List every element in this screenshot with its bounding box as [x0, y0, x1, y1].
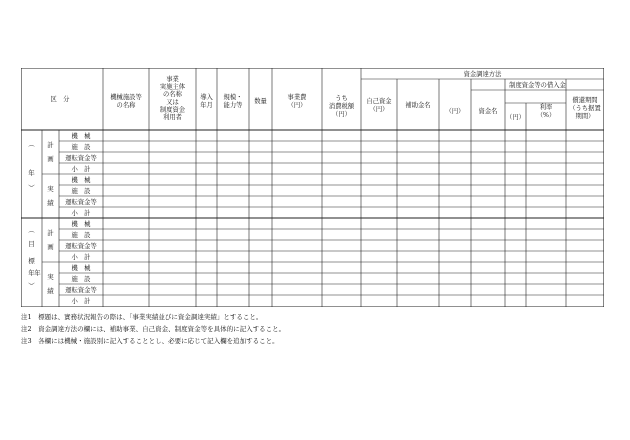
- notes: [21, 311, 621, 347]
- period-1-label-4: ︶: [28, 282, 35, 290]
- period-1-label-3: 年: [28, 269, 35, 277]
- group-1-0-char-0: 計: [47, 229, 54, 237]
- header-shohizei-line-2: （円）: [332, 111, 351, 118]
- header-shikin-mei: 資金名: [478, 108, 498, 115]
- row-label-1-0-0: 機 械: [71, 221, 91, 228]
- row-label-1-1-0: 機 械: [71, 265, 91, 272]
- group-1-1-char-0: 実: [47, 273, 54, 281]
- header-jigyo-shutai-line-2: の名称: [163, 91, 182, 99]
- group-0-1-char-1: 績: [47, 199, 54, 207]
- period-1-label-0: ︵: [28, 226, 35, 234]
- header-jigyohi-line-0: 事業費: [287, 94, 307, 101]
- note-2: 注2 資金調達方法の欄には、補助事業、自己資金、制度資金等を具体的に記入すること。: [21, 325, 286, 333]
- row-label-1-0-2: 運転資金等: [65, 243, 97, 250]
- header-jiko-line-0: 自己資金: [366, 98, 392, 105]
- header-en: （円）: [445, 108, 465, 115]
- header-shikin-chotatsu: 資金調達方法: [463, 71, 502, 78]
- header-kubun: 区 分: [50, 96, 70, 103]
- header-jigyo-shutai-line-5: 利用者: [163, 114, 182, 121]
- row-label-0-0-0: 機 械: [71, 133, 91, 140]
- note-1: 注1 標題は、實務状況報告の際は、「事業実績並びに資金調達実績」とすること。: [21, 313, 263, 321]
- row-label-0-0-1: 施 設: [71, 144, 91, 151]
- header-seido: 制度資金等の借入金: [509, 82, 566, 89]
- header-shokan-line-2: 期間）: [575, 113, 595, 120]
- header-shokan-line-0: 償還期間: [572, 97, 598, 104]
- group-0-1-char-0: 実: [47, 185, 54, 193]
- row-label-0-1-0: 機 械: [71, 177, 91, 184]
- row-label-1-1-3: 小 計: [71, 298, 91, 305]
- header-en2: （円）: [506, 114, 525, 121]
- period-1-label-1: 目: [28, 240, 35, 248]
- header-jigyohi-line-1: （円）: [287, 102, 307, 109]
- note-3: 注3 各欄には機械・施設別に記入することとし、必要に応じて記入欄を追加すること。: [21, 337, 279, 345]
- header-jigyo-shutai-line-3: 又は: [166, 98, 179, 106]
- row-label-1-0-1: 施 設: [71, 232, 91, 239]
- header-jigyo-shutai-line-1: 実施主体: [159, 83, 186, 91]
- period-0-label-1: 年: [28, 169, 35, 177]
- header-kikai-name-line-1: の名称: [116, 102, 136, 109]
- header-suryo: 数量: [254, 98, 267, 105]
- period-0-label-2: ︶: [28, 184, 35, 192]
- row-label-1-0-3: 小 計: [71, 254, 91, 261]
- row-label-1-1-1: 施 設: [71, 276, 91, 283]
- row-label-1-1-2: 運転資金等: [65, 287, 97, 294]
- header-riritsu-line-1: （%）: [536, 112, 556, 119]
- row-label-0-1-3: 小 計: [71, 210, 91, 217]
- period-0-label-0: ︵: [28, 140, 35, 148]
- header-donyu-line-0: 導入: [200, 94, 213, 101]
- row-label-0-0-3: 小 計: [71, 166, 91, 173]
- group-1-1-char-1: 績: [47, 287, 54, 295]
- row-label-0-1-1: 施 設: [71, 188, 91, 195]
- row-label-0-1-2: 運転資金等: [65, 199, 97, 206]
- header-jigyo-shutai-line-4: 制度資金: [159, 106, 186, 114]
- header-kibo-line-1: 能力等: [223, 102, 243, 109]
- header-donyu-line-1: 年月: [200, 102, 213, 109]
- header-kikai-name-line-0: 機械施設等: [110, 94, 142, 101]
- group-1-0-char-1: 画: [47, 243, 54, 251]
- header-jiko-line-1: （円）: [369, 106, 389, 113]
- capital-plan-table: [21, 68, 604, 307]
- header-shohizei-line-0: うち: [335, 95, 348, 102]
- header-shohizei-line-1: 消費税額: [328, 103, 355, 110]
- header-kibo-line-0: 規模・: [223, 94, 243, 101]
- header-jigyo-shutai-line-0: 事業: [166, 76, 179, 83]
- group-0-0-char-1: 画: [47, 155, 54, 163]
- period-1-label-2: 標: [28, 257, 35, 265]
- header-riritsu-line-0: 利率: [539, 104, 553, 111]
- group-0-0-char-0: 計: [47, 141, 54, 149]
- period-2-extra: 年: [34, 270, 41, 277]
- header-shokan-line-1: （うち据置: [569, 105, 601, 112]
- row-label-0-0-2: 運転資金等: [65, 155, 97, 162]
- header-hojokin: 補助金名: [405, 102, 431, 109]
